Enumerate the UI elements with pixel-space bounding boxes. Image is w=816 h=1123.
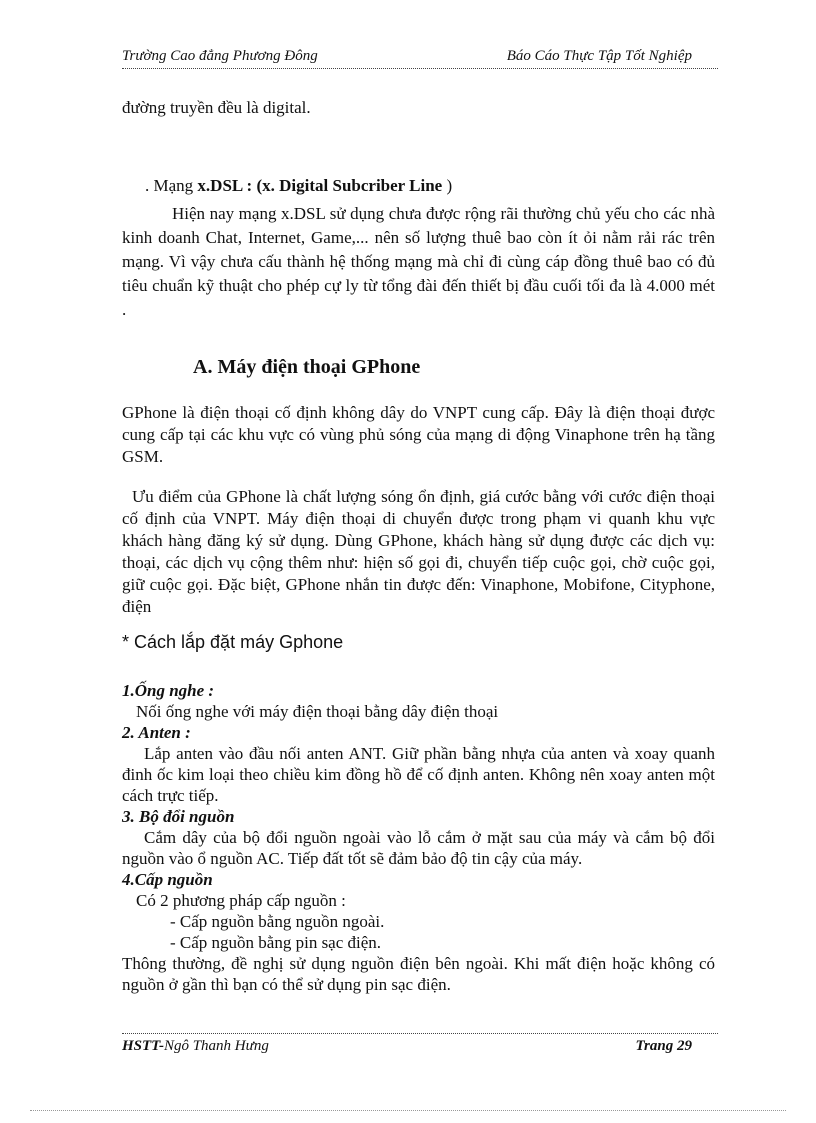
gphone-paragraph-2: Ưu điểm của GPhone là chất lượng sóng ổn định, giá cước bằng với cước điện thoại cố định của VNPT. Máy điện thoại di chuyển được trong phạm vi quanh khu vực khách hàng đăng ký sử dụng. Dùng GPhone, khách hàng sử dụng được các dịch vụ: thoại, các dịch vụ cộng thêm như: hiện số gọi đi, chuyển tiếp cuộc gọi, chờ cuộc gọi, giữ cuộc gọi. Đặc biệt, GPhone nhắn tin được đến: Vinaphone, Mobifone, Cityphone, điện — [122, 487, 715, 616]
intro-line: đường truyền đều là digital. — [122, 98, 311, 117]
page-footer — [122, 1033, 718, 1062]
step-4-bullet-2: - Cấp nguồn bằng pin sạc điện. — [170, 933, 382, 952]
dsl-heading-bold: x.DSL : (x. Digital Subcriber Line — [197, 176, 443, 195]
footer-author — [122, 1038, 269, 1055]
footer-page-number: Trang 29 — [635, 1038, 692, 1054]
header-report-title: Báo Cáo Thực Tập Tốt Nghiệp — [506, 48, 692, 64]
step-4-title: 4.Cấp nguồn — [122, 870, 213, 889]
footer-author-prefix: HSTT- — [122, 1038, 164, 1054]
header-school: Trường Cao đẳng Phương Đông — [122, 48, 318, 64]
step-4-bullet-1: - Cấp nguồn bằng nguồn ngoài. — [170, 912, 385, 931]
page-header — [122, 48, 718, 69]
gphone-paragraph-1: GPhone là điện thoại cố định không dây do VNPT cung cấp. Đây là điện thoại được cung cấp tại các khu vực có vùng phủ sóng của mạng di động Vinaphone trên hạ tầng GSM. — [122, 403, 715, 466]
install-steps — [122, 680, 715, 995]
step-2-body: Lắp anten vào đầu nối anten ANT. Giữ phần bằng nhựa của anten và xoay quanh đinh ốc kim loại theo chiều kim đồng hồ để cố định anten. Không nên xoay anten một cách trực tiếp. — [122, 744, 715, 805]
step-3-title: 3. Bộ đổi nguồn — [122, 807, 235, 826]
step-4-intro: Có 2 phương pháp cấp nguồn : — [136, 891, 346, 910]
step-1-title: 1.Ống nghe : — [122, 681, 215, 700]
dsl-heading — [145, 176, 705, 196]
gphone-heading: A. Máy điện thoại GPhone — [193, 356, 421, 378]
closing-paragraph: Thông thường, đề nghị sử dụng nguồn điện bên ngoài. Khi mất điện hoặc không có nguồn ở gần thì bạn có thể sử dụng pin sạc điện. — [122, 954, 715, 994]
step-3-body: Cắm dây của bộ đổi nguồn ngoài vào lỗ cắm ở mặt sau của máy và cắm bộ đổi nguồn vào ổ nguồn AC. Tiếp đất tốt sẽ đảm bảo độ tin cậy của máy. — [122, 828, 715, 868]
page-bottom-rule — [30, 1110, 786, 1111]
dsl-heading-suffix: ) — [442, 176, 453, 195]
install-heading: * Cách lắp đặt máy Gphone — [122, 632, 344, 652]
step-1-body: Nối ống nghe với máy điện thoại bằng dây điện thoại — [136, 702, 499, 721]
footer-author-name: Ngô Thanh Hưng — [163, 1038, 269, 1054]
dsl-paragraph: Hiện nay mạng x.DSL sử dụng chưa được rộng rãi thường chủ yếu cho các nhà kinh doanh Chat, Internet, Game,... nên số lượng thuê bao còn ít ỏi nằm rải rác trên mạng. Vì vậy chưa cấu thành hệ thống mạng mà chỉ đi cùng cáp đồng thuê bao có đủ tiêu chuẩn kỹ thuật cho phép cự ly từ tổng đài đến thiết bị đầu cuối tối đa là 4.000 mét . — [122, 204, 715, 319]
step-2-title: 2. Anten : — [122, 723, 191, 742]
dsl-heading-prefix: . Mạng — [145, 176, 198, 195]
